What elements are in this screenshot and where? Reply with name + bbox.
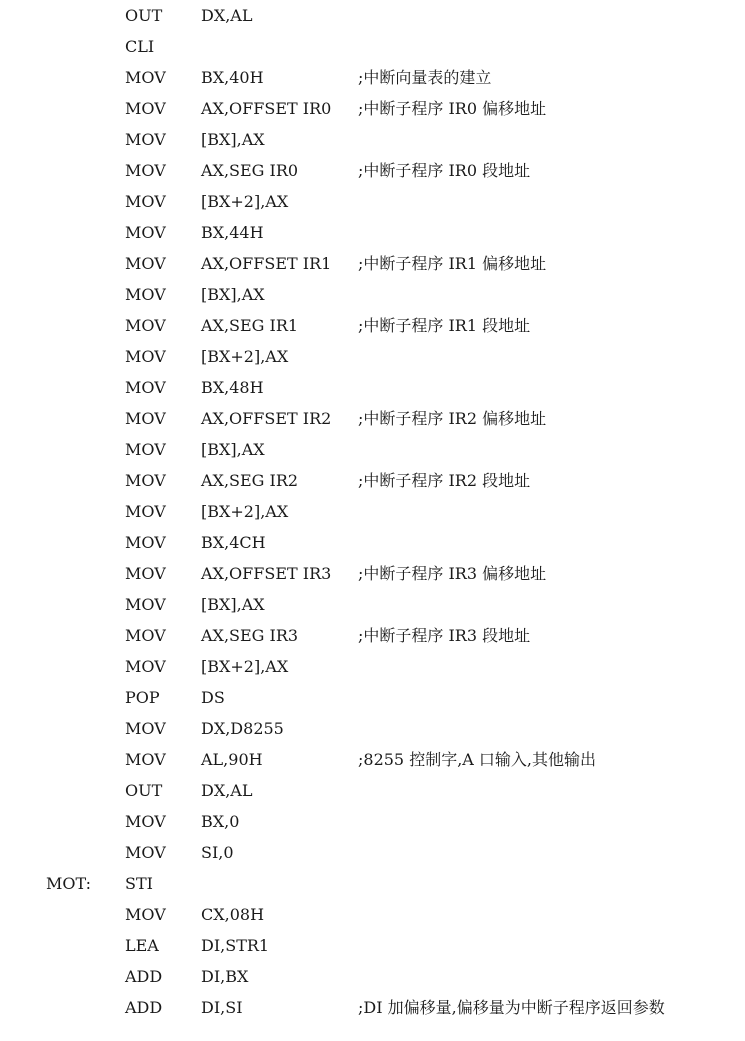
operands: BX,48H (201, 378, 264, 397)
operands: DX,D8255 (201, 719, 284, 738)
opcode: CLI (125, 37, 155, 56)
code-line (0, 901, 745, 932)
line-comment: ;中断子程序 IR3 偏移地址 (358, 564, 547, 583)
opcode: ADD (125, 967, 163, 986)
code-line (0, 250, 745, 281)
line-comment: ;8255 控制字,A 口输入,其他输出 (358, 750, 597, 769)
opcode: MOV (125, 316, 166, 335)
code-line (0, 994, 745, 1025)
operands: BX,4CH (201, 533, 266, 552)
code-line (0, 777, 745, 808)
operands: CX,08H (201, 905, 265, 924)
operands: DI,SI (201, 998, 243, 1017)
opcode: MOV (125, 285, 166, 304)
operands: AX,OFFSET IR1 (201, 254, 332, 273)
code-line (0, 529, 745, 560)
code-line (0, 405, 745, 436)
line-comment: ;中断子程序 IR2 段地址 (358, 471, 531, 490)
code-line (0, 746, 745, 777)
code-line (0, 963, 745, 994)
code-line (0, 870, 745, 901)
opcode: MOV (125, 905, 166, 924)
code-line (0, 591, 745, 622)
operands: BX,44H (201, 223, 264, 242)
operands: DI,BX (201, 967, 249, 986)
opcode: MOV (125, 409, 166, 428)
operands: [BX+2],AX (201, 657, 289, 676)
code-line (0, 219, 745, 250)
opcode: MOV (125, 595, 166, 614)
code-line (0, 281, 745, 312)
code-line (0, 157, 745, 188)
operands: SI,0 (201, 843, 234, 862)
operands: AX,OFFSET IR3 (201, 564, 332, 583)
code-line (0, 436, 745, 467)
code-line (0, 653, 745, 684)
operands: DX,AL (201, 6, 253, 25)
operands: [BX],AX (201, 440, 265, 459)
opcode: MOV (125, 719, 166, 738)
operands: DX,AL (201, 781, 253, 800)
operands: AL,90H (201, 750, 263, 769)
line-comment: ;中断子程序 IR0 段地址 (358, 161, 531, 180)
code-line (0, 560, 745, 591)
line-comment: ;中断子程序 IR3 段地址 (358, 626, 531, 645)
line-comment: ;DI 加偏移量,偏移量为中断子程序返回参数 (358, 998, 665, 1017)
opcode: OUT (125, 6, 163, 25)
operands: AX,OFFSET IR2 (201, 409, 332, 428)
code-line (0, 467, 745, 498)
code-line (0, 932, 745, 963)
opcode: MOV (125, 750, 166, 769)
operands: [BX],AX (201, 595, 265, 614)
assembly-listing (0, 2, 745, 1025)
operands: AX,SEG IR1 (201, 316, 299, 335)
code-line (0, 2, 745, 33)
opcode: MOV (125, 843, 166, 862)
operands: DI,STR1 (201, 936, 270, 955)
opcode: MOV (125, 657, 166, 676)
opcode: MOV (125, 812, 166, 831)
code-line (0, 715, 745, 746)
line-comment: ;中断向量表的建立 (358, 68, 492, 87)
opcode: POP (125, 688, 160, 707)
operands: [BX+2],AX (201, 502, 289, 521)
operands: AX,SEG IR0 (201, 161, 299, 180)
opcode: MOV (125, 533, 166, 552)
opcode: MOV (125, 471, 166, 490)
opcode: MOV (125, 161, 166, 180)
operands: AX,SEG IR3 (201, 626, 299, 645)
opcode: MOV (125, 223, 166, 242)
code-line (0, 33, 745, 64)
line-comment: ;中断子程序 IR1 段地址 (358, 316, 531, 335)
operands: [BX+2],AX (201, 347, 289, 366)
opcode: MOV (125, 347, 166, 366)
operands: DS (201, 688, 225, 707)
operands: [BX],AX (201, 130, 265, 149)
opcode: MOV (125, 440, 166, 459)
opcode: MOV (125, 68, 166, 87)
operands: [BX+2],AX (201, 192, 289, 211)
operands: AX,SEG IR2 (201, 471, 299, 490)
code-line (0, 343, 745, 374)
code-line (0, 839, 745, 870)
operands: BX,0 (201, 812, 240, 831)
opcode: OUT (125, 781, 163, 800)
code-line (0, 684, 745, 715)
operands: AX,OFFSET IR0 (201, 99, 332, 118)
operands: BX,40H (201, 68, 264, 87)
opcode: LEA (125, 936, 159, 955)
line-label: MOT: (46, 874, 91, 893)
code-line (0, 374, 745, 405)
opcode: STI (125, 874, 153, 893)
code-line (0, 808, 745, 839)
opcode: ADD (125, 998, 163, 1017)
opcode: MOV (125, 502, 166, 521)
line-comment: ;中断子程序 IR1 偏移地址 (358, 254, 547, 273)
code-line (0, 498, 745, 529)
opcode: MOV (125, 626, 166, 645)
opcode: MOV (125, 192, 166, 211)
opcode: MOV (125, 378, 166, 397)
code-line (0, 126, 745, 157)
code-line (0, 622, 745, 653)
opcode: MOV (125, 130, 166, 149)
line-comment: ;中断子程序 IR2 偏移地址 (358, 409, 547, 428)
opcode: MOV (125, 564, 166, 583)
code-line (0, 312, 745, 343)
code-line (0, 64, 745, 95)
code-line (0, 188, 745, 219)
opcode: MOV (125, 99, 166, 118)
line-comment: ;中断子程序 IR0 偏移地址 (358, 99, 547, 118)
opcode: MOV (125, 254, 166, 273)
operands: [BX],AX (201, 285, 265, 304)
code-line (0, 95, 745, 126)
